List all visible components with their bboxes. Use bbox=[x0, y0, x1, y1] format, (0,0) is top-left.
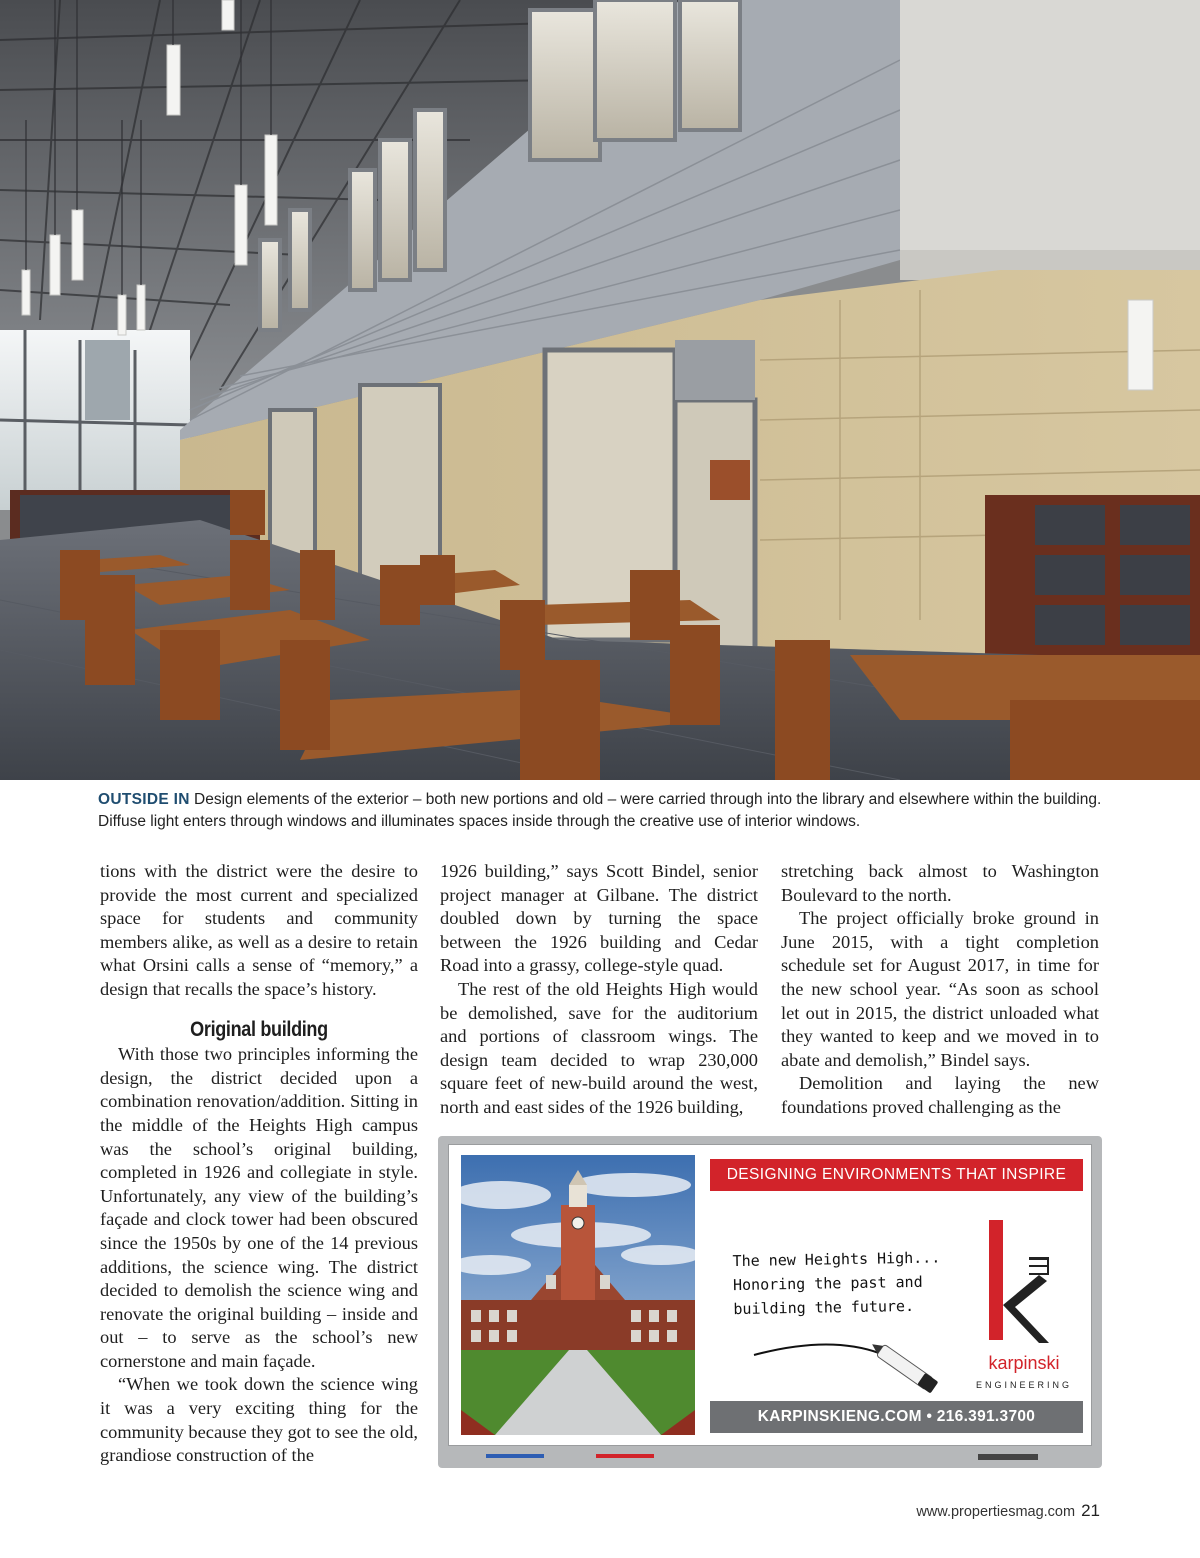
slogan-line: building the future. bbox=[733, 1296, 915, 1319]
ad-slogan bbox=[732, 1245, 973, 1321]
paragraph: 1926 building,” says Scott Bindel, senior project manager at Gilbane. The district doubled down by turning the space between the 1926 building and Cedar Road into a grassy, college-style quad. bbox=[440, 861, 758, 976]
caption-lead: OUTSIDE IN bbox=[98, 791, 190, 808]
ad-brand: karpinski bbox=[988, 1353, 1060, 1373]
whiteboard bbox=[448, 1144, 1092, 1446]
ad-brand-sub: ENGINEERING bbox=[975, 1380, 1072, 1390]
page-number: 21 bbox=[1081, 1501, 1100, 1520]
website-url: www.propertiesmag.com bbox=[916, 1504, 1076, 1520]
article-column-2 bbox=[440, 860, 758, 1120]
slogan-line: The new Heights High... bbox=[732, 1248, 941, 1271]
red-marker-icon bbox=[596, 1454, 654, 1458]
article-column-1 bbox=[100, 860, 418, 1468]
eraser-icon bbox=[978, 1454, 1038, 1460]
marker-tray bbox=[448, 1454, 1090, 1460]
paragraph: Demolition and laying the new foundations proved challenging as the bbox=[781, 1073, 1099, 1117]
caption-text: Design elements of the exterior – both new portions and old – were carried through into the library and elsewhere within the building. Diffuse light enters through windows and illuminates spaces inside through the creative use of interior windows. bbox=[98, 791, 1102, 830]
paragraph: tions with the district were the desire to provide the most current and specialized space for students and community members alike, as well as a desire to retain what Orsini calls a sense of “memory,” a design that recalls the space’s history. bbox=[100, 861, 418, 999]
photo-caption bbox=[98, 789, 1108, 833]
paragraph: stretching back almost to Washington Boulevard to the north. bbox=[781, 861, 1099, 905]
karpinski-advertisement[interactable] bbox=[438, 1136, 1102, 1468]
paragraph: The rest of the old Heights High would be demolished, save for the auditorium and portions of classroom wings. The design team decided to wrap 230,000 square feet of new-build around the west, north and east sides of the 1926 building, bbox=[440, 978, 758, 1117]
paragraph: With those two principles informing the design, the district decided upon a combination renovation/addition. Sitting in the middle of the Heights High campus was the school’s original building, completed in 1926 and collegiate in style. Unfortunately, any view of the building’s façade and clock tower had been obscured since the 1950s by one of the 14 previous additions, the science wing. The district decided to demolish the science wing and renovate the original building – inside and out – to serve as the school’s new cornerstone and main façade. bbox=[100, 1044, 418, 1371]
ad-banner: DESIGNING ENVIRONMENTS THAT INSPIRE bbox=[710, 1159, 1083, 1191]
paragraph: The project officially broke ground in June 2015, with a tight completion schedule set for August 2017, in time for the new school year. “As soon as school let out in 2015, the district unloaded what they wanted to keep and we moved in to abate and demolish,” Bindel says. bbox=[781, 908, 1099, 1070]
blue-marker-icon bbox=[486, 1454, 544, 1458]
school-building-photo bbox=[461, 1155, 695, 1435]
slogan-line: Honoring the past and bbox=[732, 1272, 923, 1295]
paragraph: “When we took down the science wing it was a very exciting thing for the community because they got to see the old, grandiose construction of the bbox=[100, 1374, 418, 1466]
section-heading: Original building bbox=[190, 1017, 328, 1041]
article-column-3 bbox=[781, 860, 1099, 1120]
ad-contact-link[interactable]: KARPINSKIENG.COM • 216.391.3700 bbox=[710, 1401, 1083, 1433]
marker-pen-icon bbox=[749, 1325, 959, 1395]
page-footer bbox=[916, 1501, 1100, 1521]
